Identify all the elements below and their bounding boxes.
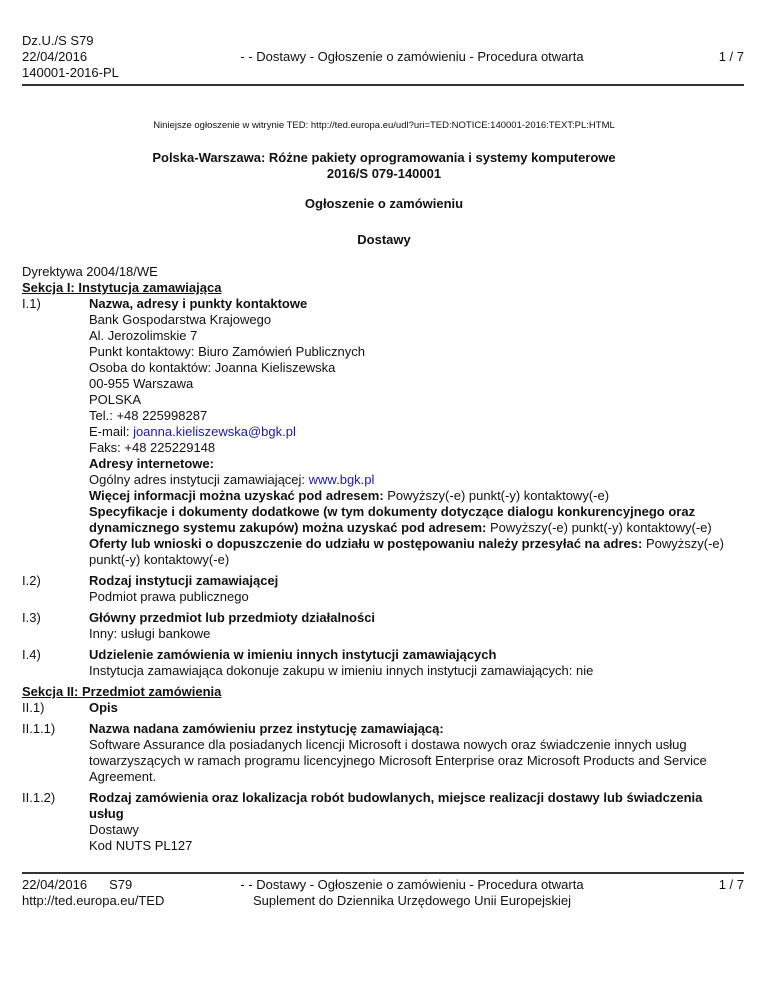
- general-address-link[interactable]: www.bgk.pl: [308, 472, 375, 487]
- notice-content: [22, 264, 746, 859]
- offers-row: [89, 536, 746, 552]
- footer-center-line1: - - Dostawy - Ogłoszenie o zamówieniu - Procedura otwarta: [240, 877, 584, 892]
- item-i2: [22, 573, 746, 605]
- general-address-label: Ogólny adres instytucji zamawiającej:: [89, 472, 309, 487]
- item-title: Udzielenie zamówienia w imieniu innych instytucji zamawiających: [89, 647, 497, 662]
- item-value: Instytucja zamawiająca dokonuje zakupu w imieniu innych instytucji zamawiających: nie: [89, 663, 594, 678]
- item-title: Nazwa nadana zamówieniu przez instytucję zamawiającą:: [89, 721, 444, 736]
- footer-date: 22/04/2016: [22, 877, 88, 892]
- item-ii12: [22, 790, 746, 854]
- footer-center: [222, 877, 602, 909]
- item-value: Podmiot prawa publicznego: [89, 589, 249, 604]
- item-title: Główny przedmiot lub przedmioty działalności: [89, 610, 376, 625]
- item-number: I.4): [22, 647, 41, 662]
- item-i4: [22, 647, 746, 679]
- org-name: Bank Gospodarstwa Krajowego: [89, 312, 272, 327]
- item-title: Opis: [89, 700, 118, 715]
- header-title: - - Dostawy - Ogłoszenie o zamówieniu - Procedura otwarta: [240, 49, 584, 64]
- item-title: Nazwa, adresy i punkty kontaktowe: [89, 296, 308, 311]
- footer-date-row: [22, 877, 222, 893]
- spec-label-line1: Specyfikacje i dokumenty dodatkowe (w tym dokumenty dotyczące dialogu konkurencyjnego oraz: [89, 504, 696, 519]
- section-1-heading: Sekcja I: Instytucja zamawiająca: [22, 280, 222, 295]
- header-divider: [22, 84, 744, 86]
- more-info-label: Więcej informacji można uzyskać pod adresem:: [89, 488, 388, 503]
- contract-name-line3: Agreement.: [89, 769, 157, 784]
- contract-name-line1: Software Assurance dla posiadanych licencji Microsoft i dostawa nowych oraz świadczenie innych usług: [89, 737, 687, 752]
- internet-addresses-heading: Adresy internetowe:: [89, 456, 214, 471]
- item-number: II.1.1): [22, 721, 56, 736]
- footer-series: S79: [109, 877, 133, 892]
- item-number: II.1.2): [22, 790, 56, 805]
- contact-person: Osoba do kontaktów: Joanna Kieliszewska: [89, 360, 336, 375]
- item-title: Rodzaj instytucji zamawiającej: [89, 573, 279, 588]
- item-number: I.1): [22, 296, 41, 311]
- spec-value: Powyższy(-e) punkt(-y) kontaktowy(-e): [489, 520, 712, 535]
- footer-left: [22, 877, 222, 909]
- header-reference: [22, 33, 222, 81]
- header-ref-line1: Dz.U./S S79: [22, 33, 94, 48]
- org-email-row: [89, 424, 746, 440]
- footer-divider: [22, 872, 744, 874]
- footer-page-number: 1 / 7: [718, 877, 744, 892]
- item-ii1: [22, 700, 746, 716]
- more-info-value: Powyższy(-e) punkt(-y) kontaktowy(-e): [387, 488, 610, 503]
- directive: Dyrektywa 2004/18/WE: [22, 264, 158, 279]
- nuts-code: Kod NUTS PL127: [89, 838, 193, 853]
- org-fax: Faks: +48 225229148: [89, 440, 216, 455]
- offers-value-b: punkt(-y) kontaktowy(-e): [89, 552, 230, 567]
- contract-name-line2: towarzyszących w ramach programu licencyjnego Microsoft Enterprise oraz Microsoft Products and Service: [89, 753, 707, 768]
- item-number: I.3): [22, 610, 41, 625]
- notice-url: Niniejsze ogłoszenie w witrynie TED: http://ted.europa.eu/udl?uri=TED:NOTICE:140001-2016:TEXT:PL:HTML: [153, 120, 615, 131]
- footer-center-line2: Suplement do Dziennika Urzędowego Unii Europejskiej: [253, 893, 571, 908]
- item-title-line1: Rodzaj zamówienia oraz lokalizacja robót budowlanych, miejsce realizacji dostawy lub świadczenia: [89, 790, 703, 805]
- org-street: Al. Jerozolimskie 7: [89, 328, 198, 343]
- item-i1: [22, 296, 746, 568]
- item-number: I.2): [22, 573, 41, 588]
- header-ref-line2: 22/04/2016: [22, 49, 88, 64]
- email-link[interactable]: joanna.kieliszewska@bgk.pl: [133, 424, 296, 439]
- contract-type: Dostawy: [89, 822, 139, 837]
- org-city: 00-955 Warszawa: [89, 376, 194, 391]
- document-title: [0, 150, 768, 182]
- item-title-line2: usług: [89, 806, 124, 821]
- document-subtitle: Ogłoszenie o zamówieniu: [304, 196, 464, 211]
- offers-value-a: Powyższy(-e): [645, 536, 724, 551]
- header-ref-line3: 140001-2016-PL: [22, 65, 119, 80]
- footer-url: http://ted.europa.eu/TED: [22, 893, 165, 908]
- more-info-row: [89, 488, 746, 504]
- item-i3: [22, 610, 746, 642]
- item-ii11: [22, 721, 746, 785]
- document-type: Dostawy: [357, 232, 411, 247]
- offers-label: Oferty lub wnioski o dopuszczenie do udziału w postępowaniu należy przesyłać na adres:: [89, 536, 646, 551]
- email-label: E-mail:: [89, 424, 134, 439]
- org-phone: Tel.: +48 225998287: [89, 408, 208, 423]
- org-country: POLSKA: [89, 392, 142, 407]
- spec-label-line2: dynamicznego systemu zakupów) można uzyskać pod adresem:: [89, 520, 490, 535]
- item-value: Inny: usługi bankowe: [89, 626, 211, 641]
- title-line1: Polska-Warszawa: Różne pakiety oprogramowania i systemy komputerowe: [152, 150, 616, 165]
- contact-point: Punkt kontaktowy: Biuro Zamówień Publicznych: [89, 344, 366, 359]
- general-address-row: [89, 472, 746, 488]
- header-page-number: 1 / 7: [718, 49, 744, 64]
- spec-row: [89, 520, 746, 536]
- section-2-heading: Sekcja II: Przedmiot zamówienia: [22, 684, 222, 699]
- title-line2: 2016/S 079-140001: [326, 166, 442, 181]
- item-number: II.1): [22, 700, 45, 715]
